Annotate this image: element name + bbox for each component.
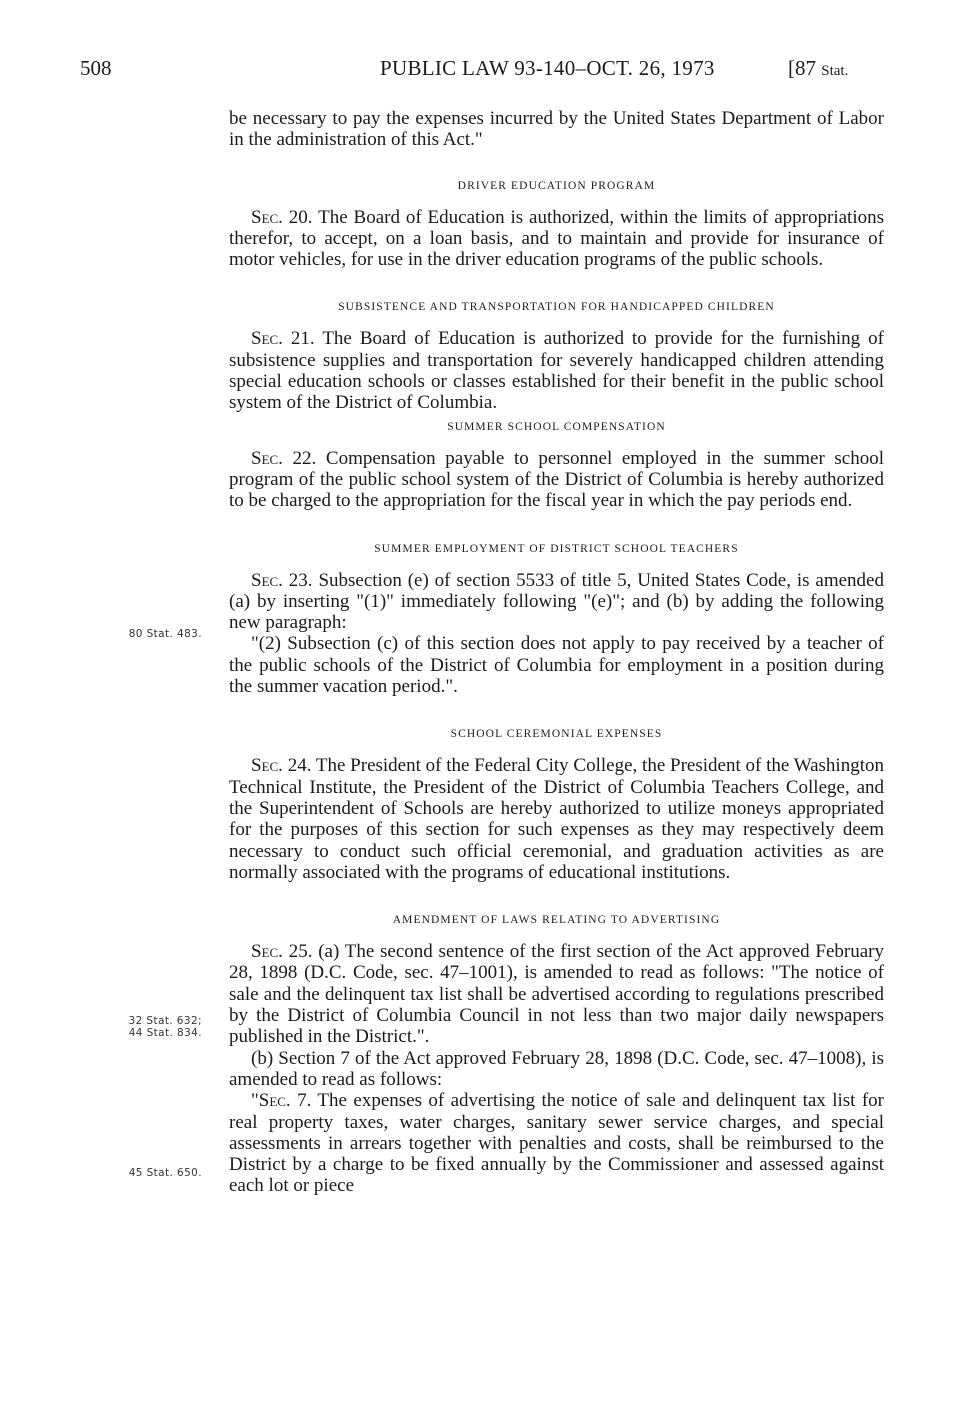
paragraph-sec7-quote: [229, 1090, 884, 1196]
section-text: The President of the Federal City College, the President of the Washington Technical Institute, the President of the District of Columbia Teachers College, and the Superintendent of Schools are hereby authorized to utilize moneys appropriated for the purposes of this section for such expenses as they may respectively deem necessary to conduct such official ceremonial, and graduation activities as are normally associated with the programs of educational institutions.: [229, 755, 884, 883]
statute-volume-suffix: Stat.: [821, 63, 849, 79]
margin-note-sec25a: [60, 1015, 202, 1039]
paragraph-sec25b: (b) Section 7 of the Act approved February 28, 1898 (D.C. Code, sec. 47–1008), is amended to read as follows:: [229, 1047, 884, 1090]
paragraph-sec22: [229, 448, 884, 512]
statute-volume-ref: [788, 56, 848, 81]
margin-note-sec25a-line1: 32 Stat. 632;: [128, 1015, 202, 1027]
paragraph-sec21: [229, 328, 884, 413]
section-text: Subsection (e) of section 5533 of title 5, United States Code, is amended (a) by inserting "(1)" immediately following "(e)"; and (b) by adding the following new paragraph:: [229, 569, 884, 634]
heading-sec23: SUMMER EMPLOYMENT OF DISTRICT SCHOOL TEACHERS: [374, 542, 739, 555]
heading-sec20: DRIVER EDUCATION PROGRAM: [457, 179, 656, 192]
section-label: Sec. 20.: [251, 206, 313, 228]
section-label: Sec. 21.: [251, 328, 315, 350]
paragraph-sec23: [229, 570, 884, 634]
heading-sec22: SUMMER SCHOOL COMPENSATION: [447, 420, 666, 433]
quoted-section-text: The expenses of advertising the notice of sale and delinquent tax list for real property taxes, water charges, sanitary sewer service charges, and special assessments in arrears together with penalties and costs, shall be reimbursed to the District by a charge to be fixed annually by the Commissioner and assessed against each lot or piece: [229, 1090, 884, 1197]
margin-note-sec25b: 45 Stat. 650.: [128, 1167, 202, 1179]
section-text: The Board of Education is authorized, within the limits of appropriations therefor, to accept, on a loan basis, and to maintain and provide for insurance of motor vehicles, for use in the driver education programs of the public schools.: [229, 206, 884, 271]
heading-sec21: SUBSISTENCE AND TRANSPORTATION FOR HANDICAPPED CHILDREN: [338, 301, 775, 314]
paragraph-sec25a: [229, 941, 884, 1047]
heading-sec24: SCHOOL CEREMONIAL EXPENSES: [450, 728, 663, 741]
section-label: Sec. 23.: [251, 569, 313, 591]
statute-volume-prefix: [87: [788, 56, 816, 80]
section-text: The Board of Education is authorized to provide for the furnishing of subsistence supplies and transportation for severely handicapped children attending special education schools or classes established for their benefit in the public school system of the District of Columbia.: [229, 328, 884, 414]
document-body: [229, 108, 884, 1197]
heading-sec25: AMENDMENT OF LAWS RELATING TO ADVERTISING: [392, 914, 721, 927]
paragraph-sec24: [229, 755, 884, 883]
section-text: Compensation payable to personnel employed in the summer school program of the public school system of the District of Columbia is hereby authorized to be charged to the appropriation for the fiscal year in which the pay periods end.: [229, 447, 884, 512]
paragraph-sec23-quote: "(2) Subsection (c) of this section does not apply to pay received by a teacher of the public schools of the District of Columbia for employment in a position during the summer vacation period.".: [229, 633, 884, 698]
intro-paragraph: be necessary to pay the expenses incurred by the United States Department of Labor in the administration of this Act.": [229, 108, 884, 151]
page-header: [0, 56, 957, 86]
section-text: (a) The second sentence of the first section of the Act approved February 28, 1898 (D.C. Code, sec. 47–1001), is amended to read as follows: "The notice of sale and the delinquent tax list shall be advertised according to regulations prescribed by the District of Columbia Council in not less than two major daily newspapers published in the District.".: [229, 941, 884, 1048]
page-number: 508: [80, 56, 112, 80]
section-label: Sec. 22.: [251, 447, 317, 469]
running-title: PUBLIC LAW 93-140–OCT. 26, 1973: [380, 56, 715, 80]
section-label: Sec. 25.: [251, 941, 313, 963]
section-label: Sec. 24.: [251, 755, 312, 777]
paragraph-sec20: [229, 207, 884, 271]
quoted-section-label: "Sec. 7.: [251, 1090, 312, 1112]
margin-note-sec25a-line2: 44 Stat. 834.: [128, 1027, 202, 1039]
margin-note-sec23: 80 Stat. 483.: [128, 628, 202, 640]
